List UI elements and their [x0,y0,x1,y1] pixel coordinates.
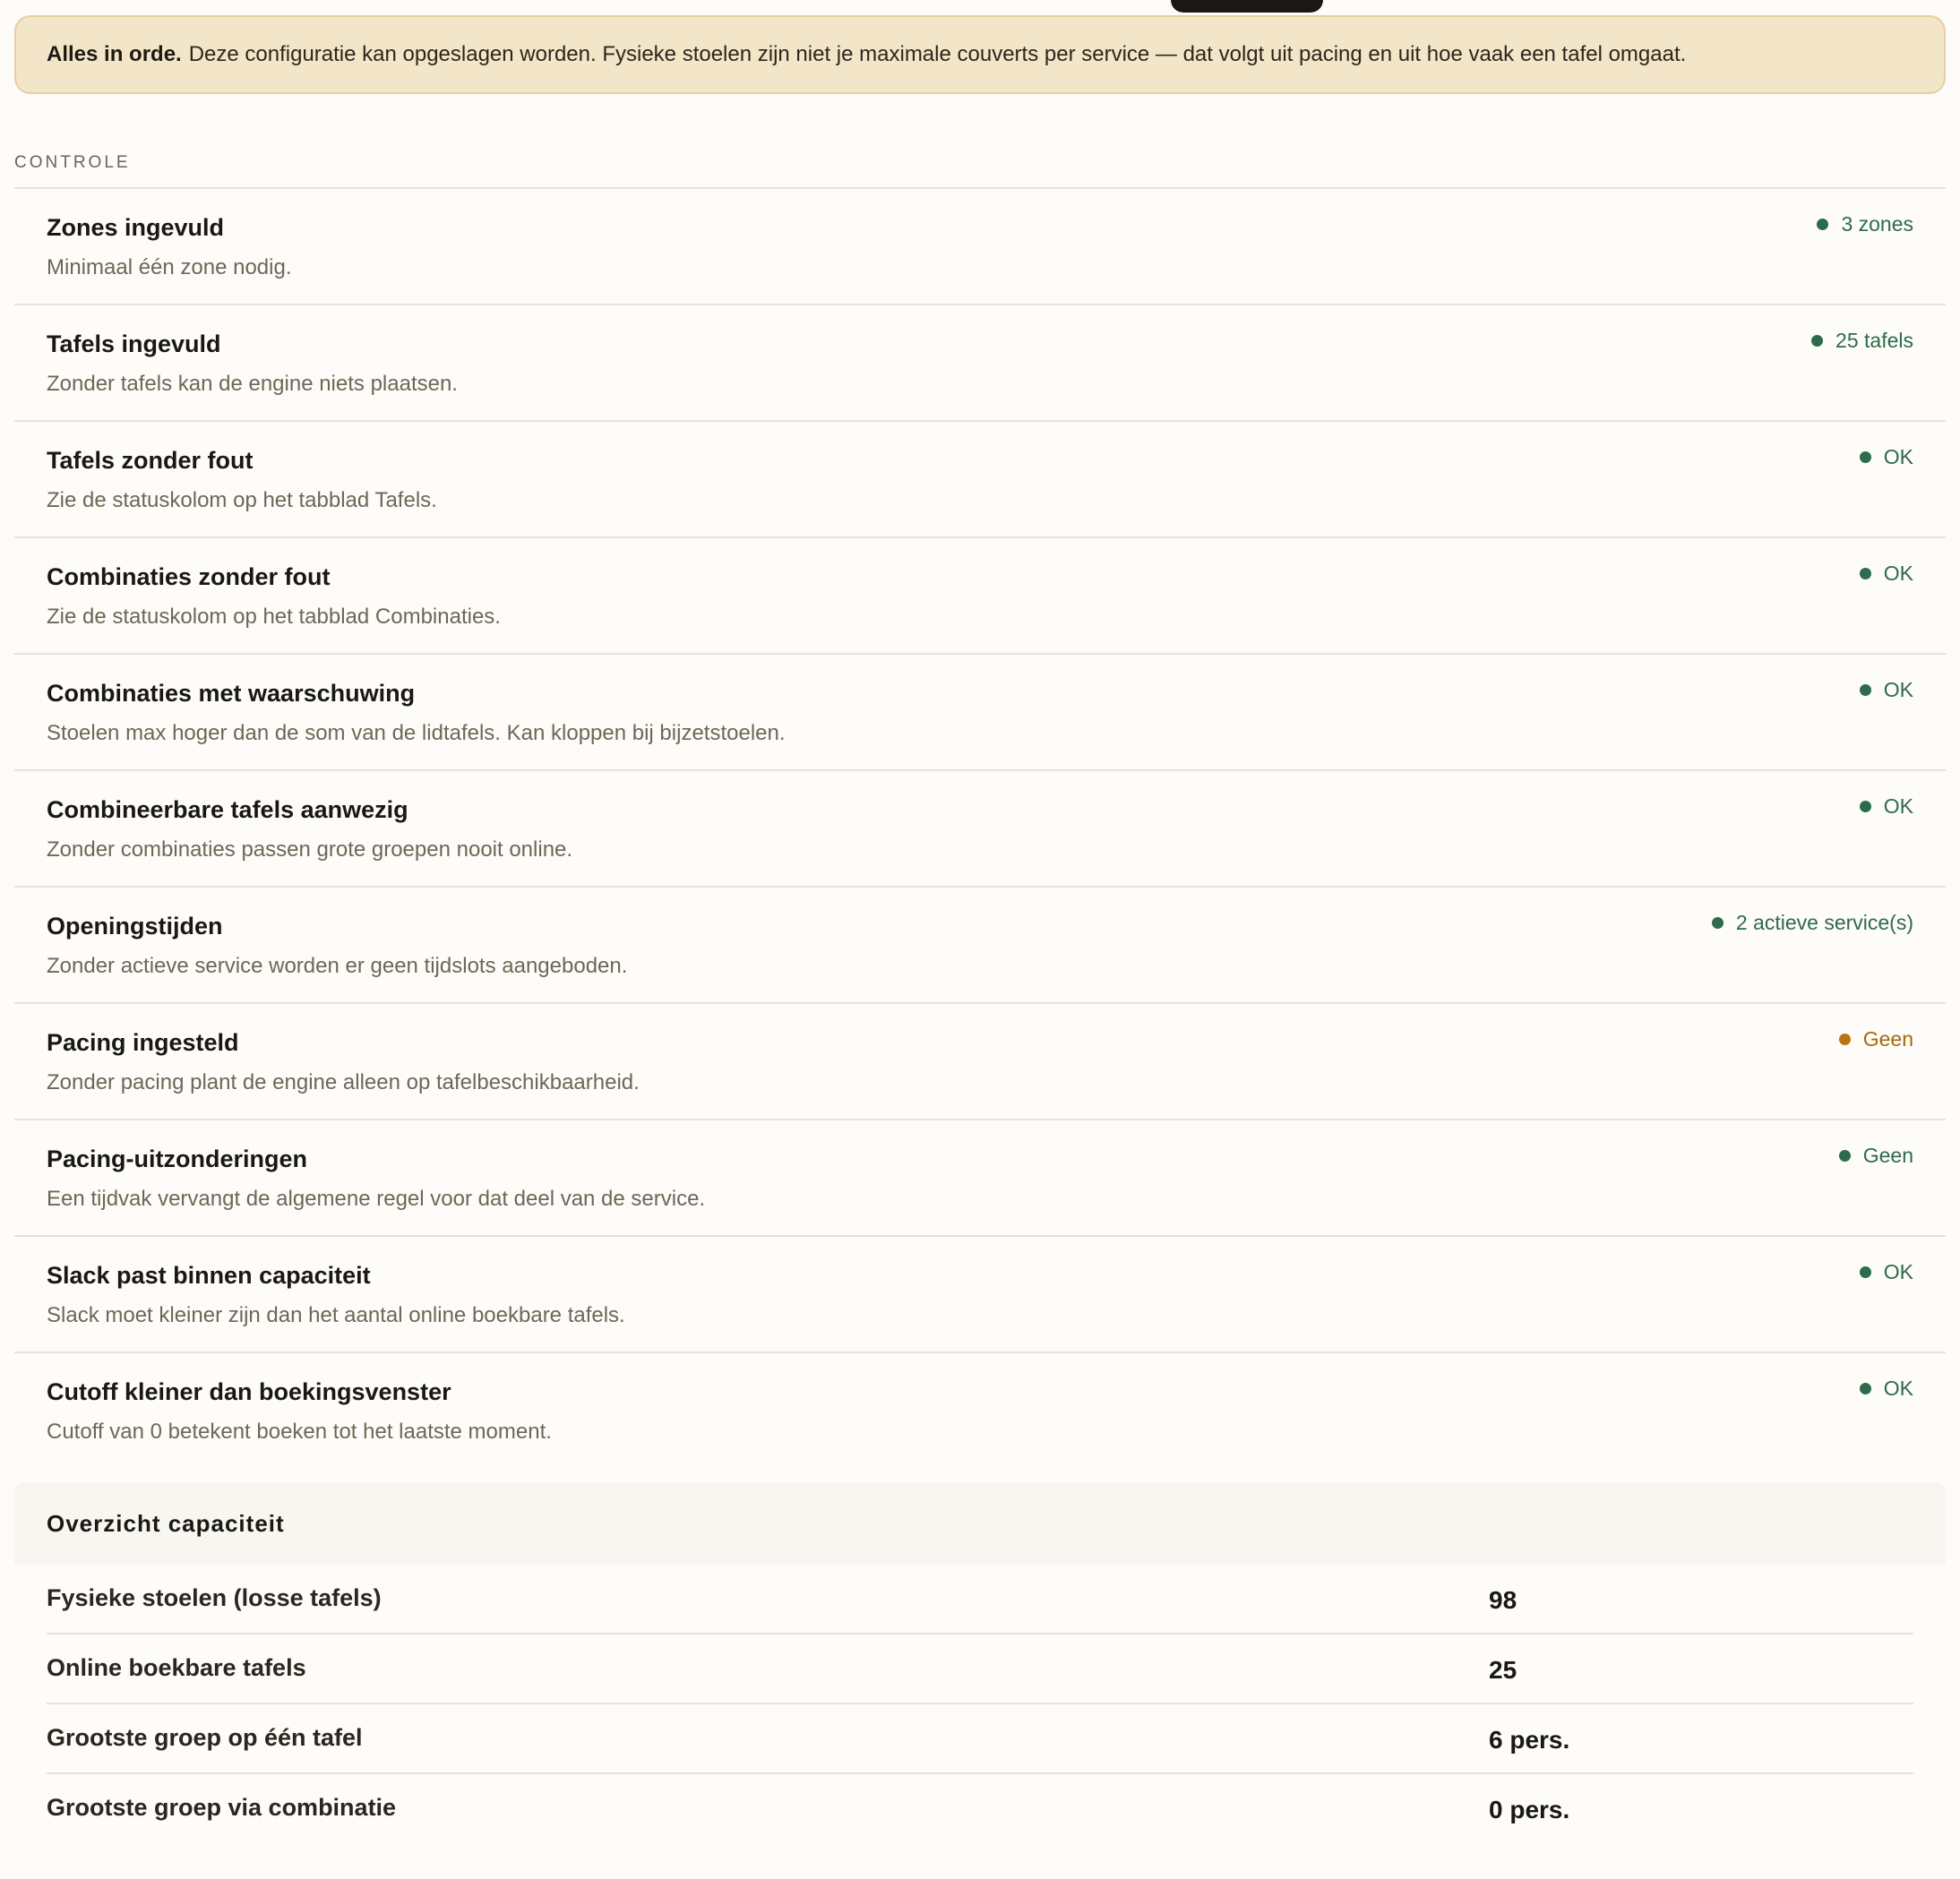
alert-title: Alles in orde. [47,42,182,66]
check-list [14,187,1946,1470]
check-status [1839,1144,1913,1168]
capacity-summary [14,1482,1946,1844]
status-dot-icon [1860,801,1871,812]
check-row-tables [14,305,1946,422]
check-title: Combineerbare tafels aanwezig [47,796,408,823]
status-text: OK [1883,1377,1913,1400]
check-row-combinations-no-error [14,538,1946,655]
check-title: Pacing-uitzonderingen [47,1145,308,1172]
status-alert [14,15,1946,94]
check-status [1839,1027,1913,1051]
check-description: Slack moet kleiner zijn dan het aantal online boekbare tafels. [47,1303,625,1327]
summary-title: Overzicht capaciteit [14,1482,1946,1565]
status-text: OK [1883,562,1913,585]
status-dot-icon [1860,1383,1871,1394]
status-text: 2 actieve service(s) [1735,911,1913,934]
check-title: Combinaties zonder fout [47,563,331,590]
status-text: OK [1883,794,1913,818]
summary-value: 25 [1489,1656,1517,1684]
status-dot-icon [1860,1266,1871,1278]
top-handle[interactable] [1171,0,1323,13]
summary-row [47,1704,1913,1774]
config-check-page [14,15,1946,1844]
check-description: Zonder actieve service worden er geen tijdslots aangeboden. [47,954,628,978]
summary-label: Grootste groep via combinatie [47,1794,397,1821]
check-status [1860,562,1913,586]
check-row-pacing [14,1004,1946,1120]
summary-value: 0 pers. [1489,1796,1570,1823]
check-status [1811,329,1913,353]
check-description: Een tijdvak vervangt de algemene regel voor dat deel van de service. [47,1187,706,1211]
check-title: Tafels zonder fout [47,447,254,474]
check-row-combinations-warning [14,655,1946,771]
status-text: Geen [1862,1027,1913,1051]
check-title: Tafels ingevuld [47,330,221,357]
summary-value: 6 pers. [1489,1726,1570,1754]
check-status [1860,1377,1913,1401]
status-text: OK [1883,1260,1913,1283]
check-title: Combinaties met waarschuwing [47,680,416,707]
check-row-cutoff [14,1353,1946,1470]
summary-row [47,1634,1913,1704]
summary-label: Online boekbare tafels [47,1654,306,1681]
check-status [1817,212,1913,236]
check-row-slack [14,1237,1946,1353]
check-description: Stoelen max hoger dan de som van de lidtafels. Kan kloppen bij bijzetstoelen. [47,721,786,745]
check-status [1860,794,1913,819]
check-title: Openingstijden [47,913,223,940]
check-description: Minimaal één zone nodig. [47,255,292,279]
section-title: CONTROLE [14,153,131,172]
summary-row [47,1774,1913,1844]
status-text: Geen [1862,1144,1913,1167]
status-dot-icon [1839,1150,1851,1162]
status-text: OK [1883,445,1913,468]
check-row-opening-hours [14,888,1946,1004]
check-description: Zie de statuskolom op het tabblad Combinaties. [47,605,501,629]
check-status [1860,678,1913,702]
check-row-pacing-exceptions [14,1120,1946,1237]
check-row-zones [14,189,1946,305]
check-description: Zonder combinaties passen grote groepen nooit online. [47,837,573,862]
check-description: Zonder tafels kan de engine niets plaatsen. [47,372,458,396]
status-dot-icon [1860,568,1871,579]
check-status [1860,445,1913,469]
check-description: Cutoff van 0 betekent boeken tot het laatste moment. [47,1420,552,1444]
summary-table [14,1565,1946,1844]
check-description: Zonder pacing plant de engine alleen op tafelbeschikbaarheid. [47,1070,640,1094]
check-status [1712,911,1913,935]
status-text: 25 tafels [1835,329,1913,352]
check-description: Zie de statuskolom op het tabblad Tafels. [47,488,437,512]
status-text: OK [1883,678,1913,701]
check-title: Pacing ingesteld [47,1029,239,1056]
check-title: Cutoff kleiner dan boekingsvenster [47,1378,451,1405]
status-dot-icon [1839,1034,1851,1045]
summary-label: Grootste groep op één tafel [47,1724,363,1751]
summary-row [47,1565,1913,1634]
check-title: Zones ingevuld [47,214,225,241]
check-status [1860,1260,1913,1284]
check-title: Slack past binnen capaciteit [47,1262,371,1289]
status-dot-icon [1860,451,1871,463]
check-row-combinable-tables [14,771,1946,888]
check-row-tables-no-error [14,422,1946,538]
status-dot-icon [1860,684,1871,696]
summary-label: Fysieke stoelen (losse tafels) [47,1584,382,1611]
status-dot-icon [1712,917,1724,929]
summary-value: 98 [1489,1586,1517,1614]
status-dot-icon [1817,219,1828,230]
status-text: 3 zones [1841,212,1913,236]
status-dot-icon [1811,335,1823,347]
alert-message: Deze configuratie kan opgeslagen worden. Fysieke stoelen zijn niet je maximale couverts per service — dat volgt uit pacing en uit hoe vaak een tafel omgaat. [188,42,1687,66]
